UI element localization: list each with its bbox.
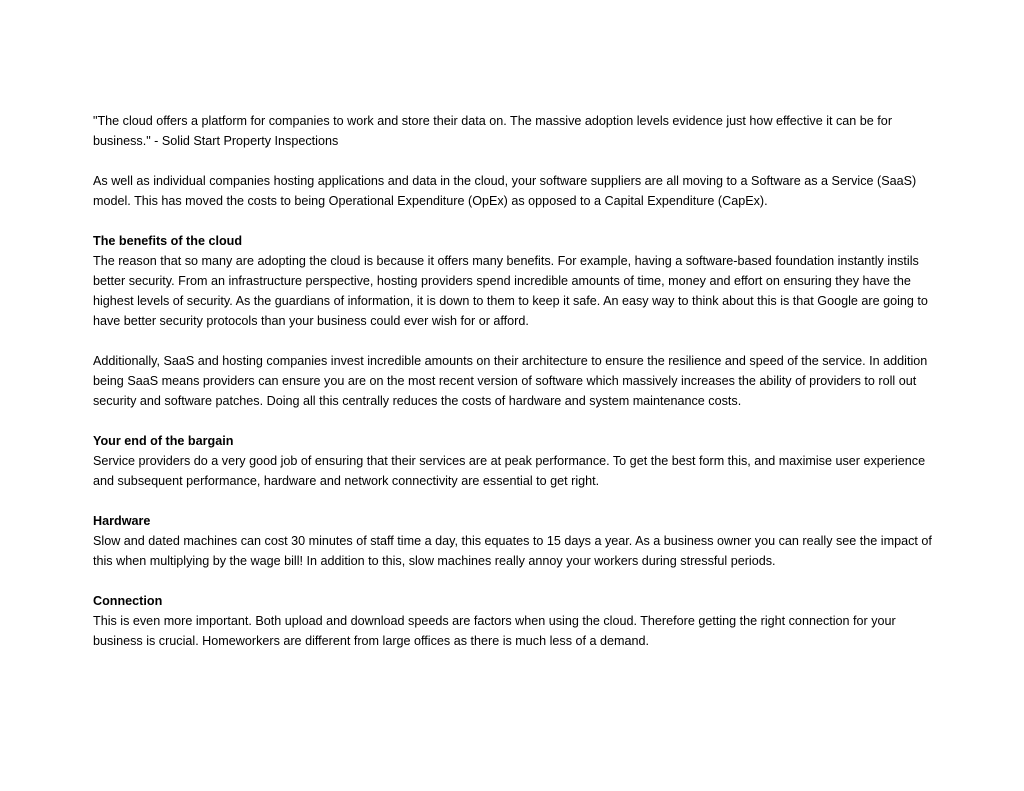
intro-paragraph: As well as individual companies hosting applications and data in the cloud, your software suppliers are all moving to a Software as a Service (SaaS) model. This has moved the costs to being Operational Expenditure (OpEx) as opposed to a Capital Expenditure (CapEx). xyxy=(93,174,917,208)
hardware-heading: Hardware xyxy=(93,514,151,528)
benefits-heading: The benefits of the cloud xyxy=(93,234,243,248)
benefits-section xyxy=(93,231,943,331)
hardware-text: Slow and dated machines can cost 30 minutes of staff time a day, this equates to 15 days a year. As a business owner you can really see the impact of this when multiplying by the wage bill! In addition to this, slow machines really annoy your workers during stressful periods. xyxy=(93,534,932,568)
bargain-text: Service providers do a very good job of ensuring that their services are at peak performance. To get the best form this, and maximise user experience and subsequent performance, hardware and network connectivity are essential to get right. xyxy=(93,454,926,488)
hardware-section xyxy=(93,511,943,571)
bargain-heading: Your end of the bargain xyxy=(93,434,234,448)
connection-text: This is even more important. Both upload and download speeds are factors when using the cloud. Therefore getting the right connection for your business is crucial. Homeworkers are different from large offices as there is much less of a demand. xyxy=(93,614,896,648)
benefits-text: The reason that so many are adopting the cloud is because it offers many benefits. For example, having a software-based foundation instantly instils better security. From an infrastructure perspective, hosting providers spend incredible amounts of time, money and effort on ensuring they have the highest levels of security. As the guardians of information, it is down to them to keep it safe. An easy way to think about this is that Google are going to have better security protocols than your business could ever wish for or afford. xyxy=(93,254,928,328)
connection-heading: Connection xyxy=(93,594,163,608)
bargain-section xyxy=(93,431,943,491)
connection-section xyxy=(93,591,943,651)
additional-paragraph: Additionally, SaaS and hosting companies invest incredible amounts on their architecture to ensure the resilience and speed of the service. In addition being SaaS means providers can ensure you are on the most recent version of software which massively increases the ability of providers to roll out security and software patches. Doing all this centrally reduces the costs of hardware and system maintenance costs. xyxy=(93,354,928,408)
quote-paragraph: "The cloud offers a platform for companies to work and store their data on. The massive adoption levels evidence just how effective it can be for business." - Solid Start Property Inspections xyxy=(93,114,893,148)
document-page xyxy=(93,111,943,671)
